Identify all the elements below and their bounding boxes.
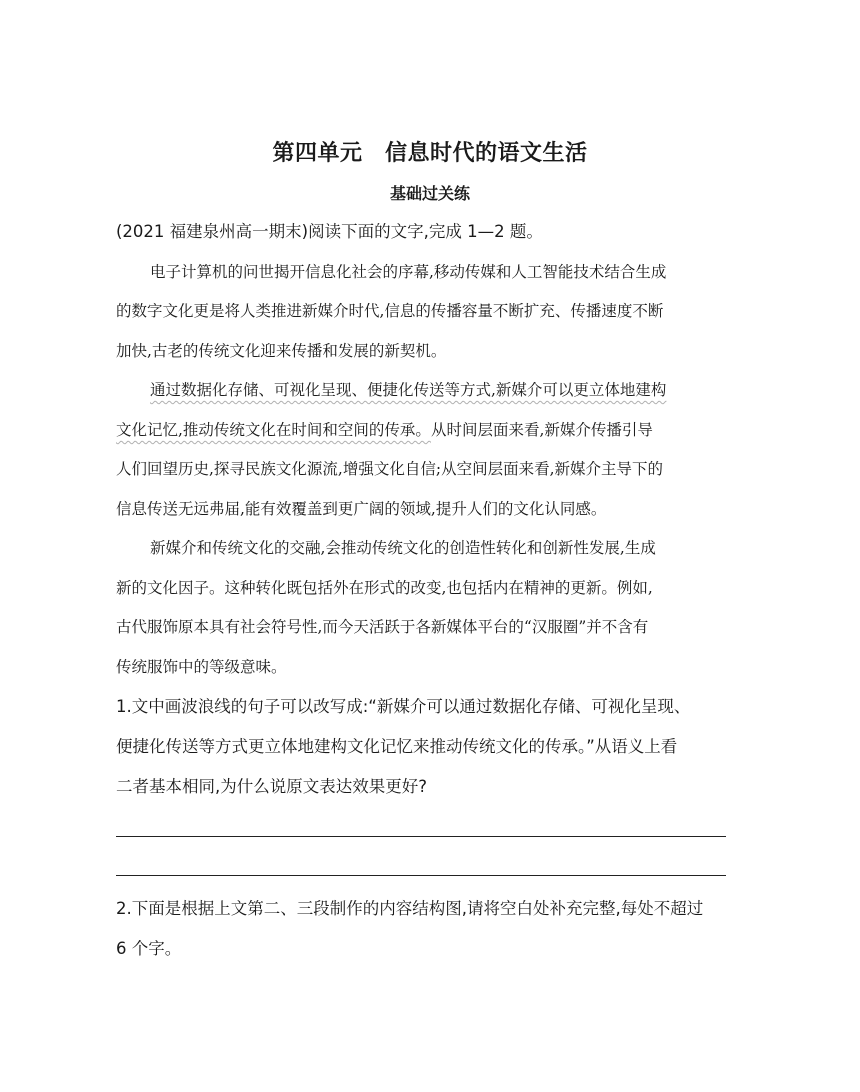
answer-line[interactable] <box>116 836 726 837</box>
question-1-line: 二者基本相同,为什么说原文表达效果更好? <box>116 777 428 796</box>
passage-p3-line: 新媒介和传统文化的交融,会推动传统文化的创造性转化和创新性发展,生成 <box>150 539 656 557</box>
question-2-line: 2.下面是根据上文第二、三段制作的内容结构图,请将空白处补充完整,每处不超过 <box>116 899 704 918</box>
passage-p1-line: 电子计算机的问世揭开信息化社会的序幕,移动传媒和人工智能技术结合生成 <box>150 263 667 281</box>
wavy-underlined-sentence: 文化记忆,推动传统文化在时间和空间的传承。 <box>116 421 431 439</box>
question-1-line: 1.文中画波浪线的句子可以改写成:“新媒介可以通过数据化存储、可视化呈现、 <box>116 697 691 716</box>
passage-text: 从时间层面来看,新媒介传播引导 <box>430 421 653 439</box>
passage-p2-line <box>116 418 746 442</box>
answer-line[interactable] <box>116 875 726 876</box>
passage-p1-line: 的数字文化更是将人类推进新媒介时代,信息的传播容量不断扩充、传播速度不断 <box>116 302 664 320</box>
question-2-line: 6 个字。 <box>116 939 182 958</box>
wavy-underlined-sentence: 通过数据化存储、可视化呈现、便捷化传送等方式,新媒介可以更立体地建构 <box>150 381 667 399</box>
question-1-line: 便捷化传送等方式更立体地建构文化记忆来推动传统文化的传承。”从语义上看 <box>116 737 678 756</box>
passage-p3-line: 新的文化因子。这种转化既包括外在形式的改变,也包括内在精神的更新。例如, <box>116 579 653 597</box>
passage-p2-line: 人们回望历史,探寻民族文化源流,增强文化自信;从空间层面来看,新媒介主导下的 <box>116 460 664 478</box>
unit-title: 第四单元 信息时代的语文生活 <box>272 141 588 166</box>
passage-p1-line: 加快,古老的传统文化迎来传播和发展的新契机。 <box>116 342 447 360</box>
section-subtitle: 基础过关练 <box>389 184 470 203</box>
passage-p2-line <box>150 378 746 402</box>
passage-p3-line: 古代服饰原本具有社会符号性,而今天活跃于各新媒体平台的“汉服圈”并不含有 <box>116 618 649 636</box>
passage-p3-line: 传统服饰中的等级意味。 <box>116 658 287 676</box>
exercise-intro: (2021 福建泉州高一期末)阅读下面的文字,完成 1—2 题。 <box>116 222 543 241</box>
passage-p2-line: 信息传送无远弗届,能有效覆盖到更广阔的领域,提升人们的文化认同感。 <box>116 500 607 518</box>
